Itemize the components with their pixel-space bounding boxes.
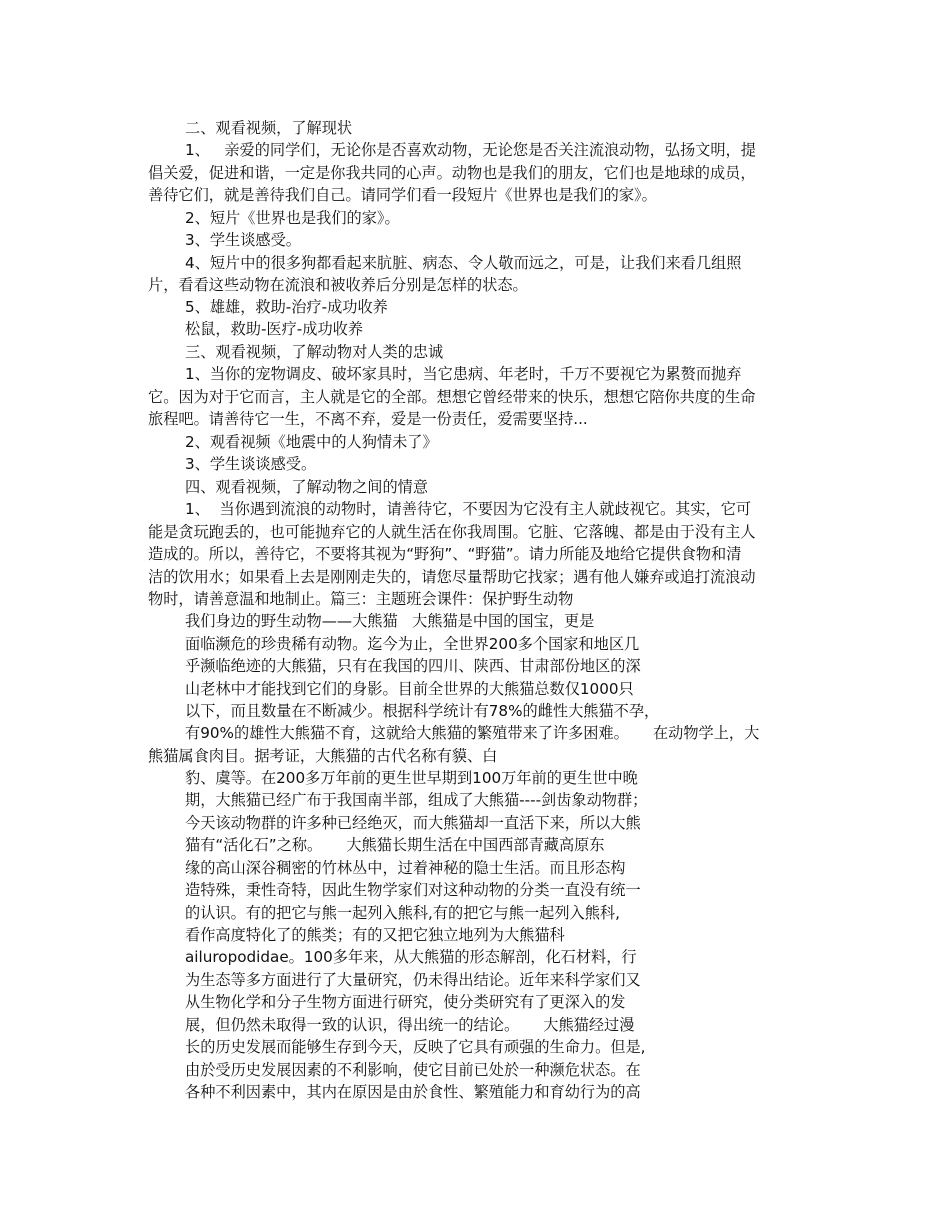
section-heading: 四、观看视频，了解动物之间的情意 <box>185 478 428 496</box>
paragraph-line: 乎濒临绝迹的大熊猫，只有在我国的四川、陕西、甘肃部份地区的深 <box>185 657 641 675</box>
paragraph-line: 造特殊，秉性奇特，因此生物学家们对这种动物的分类一直没有统一 <box>185 881 641 899</box>
paragraph-line: 熊猫属食肉目。据考证，大熊猫的古代名称有貘、白 <box>148 747 498 765</box>
paragraph-line: 松鼠，救助-医疗-成功收养 <box>185 320 364 338</box>
paragraph-line: 3、学生谈谈感受。 <box>185 455 317 473</box>
paragraph-line: 片，看看这些动物在流浪和被收养后分别是怎样的状态。 <box>148 276 528 294</box>
paragraph-line: 看作高度特化了的熊类；有的又把它独立地列为大熊猫科 <box>185 926 565 944</box>
section-heading: 二、观看视频，了解现状 <box>185 119 353 137</box>
paragraph-line: 善待它们，就是善待我们自己。请同学们看一段短片《世界也是我们的家》。 <box>148 186 657 204</box>
paragraph-line: 的认识。有的把它与熊一起列入熊科,有的把它与熊一起列入熊科, <box>185 904 620 922</box>
paragraph-line: 2、短片《世界也是我们的家》。 <box>185 209 400 227</box>
paragraph-line: 1、 亲爱的同学们，无论你是否喜欢动物，无论您是否关注流浪动物，弘扬文明，提 <box>185 141 756 159</box>
paragraph-line: 长的历史发展而能够生存到今天，反映了它具有顽强的生命力。但是, <box>185 1038 646 1056</box>
paragraph-line: 各种不利因素中，其内在原因是由於食性、繁殖能力和育幼行为的高 <box>185 1083 641 1101</box>
paragraph-line: 猫有“活化石”之称。 大熊猫长期生活在中国西部青藏高原东 <box>185 836 605 854</box>
paragraph-line: 面临濒危的珍贵稀有动物。迄今为止，全世界200多个国家和地区几 <box>185 635 640 653</box>
paragraph-line: 展，但仍然未取得一致的认识，得出统一的结论。 大熊猫经过漫 <box>185 1016 635 1034</box>
paragraph-line: ailuropodidae。100多年来，从大熊猫的形态解剖，化石材料，行 <box>185 948 637 966</box>
paragraph-line: 有90%的雄性大熊猫不育，这就给大熊猫的繁殖带来了许多困难。 在动物学上，大 <box>185 724 760 742</box>
paragraph-line: 1、当你的宠物调皮、破坏家具时，当它患病、年老时，千万不要视它为累赘而抛弃 <box>185 365 742 383</box>
paragraph-line: 由於受历史发展因素的不利影响，使它目前已处於一种濒危状态。在 <box>185 1061 641 1079</box>
paragraph-line: 物时，请善意温和地制止。篇三：主题班会课件：保护野生动物 <box>148 590 574 608</box>
paragraph-line: 能是贪玩跑丢的，也可能抛弃它的人就生活在你我周围。它脏、它落魄、都是由于没有主人 <box>148 523 756 541</box>
paragraph-line: 为生态等多方面进行了大量研究，仍未得出结论。近年来科学家们又 <box>185 971 641 989</box>
paragraph-line: 以下，而且数量在不断减少。根据科学统计有78%的雌性大熊猫不孕， <box>185 702 660 720</box>
paragraph-line: 期，大熊猫已经广布于我国南半部，组成了大熊猫----剑齿象动物群； <box>185 791 648 809</box>
paragraph-line: 1、 当你遇到流浪的动物时，请善待它，不要因为它没有主人就歧视它。其实，它可 <box>185 500 752 518</box>
paragraph-line: 5、雄雄，救助-治疗-成功收养 <box>185 298 388 316</box>
paragraph-line: 今天该动物群的许多种已经绝灭，而大熊猫却一直活下来，所以大熊 <box>185 814 641 832</box>
paragraph-line: 3、学生谈感受。 <box>185 231 301 249</box>
paragraph-line: 缘的高山深谷稠密的竹林丛中，过着神秘的隐士生活。而且形态构 <box>185 859 626 877</box>
paragraph-line: 山老林中才能找到它们的身影。目前全世界的大熊猫总数仅1000只 <box>185 680 634 698</box>
paragraph-line: 4、短片中的很多狗都看起来肮脏、病态、令人敬而远之，可是，让我们来看几组照 <box>185 254 742 272</box>
paragraph-line: 造成的。所以，善待它，不要将其视为“野狗”、“野猫”。请力所能及地给它提供食物和清 <box>148 545 742 563</box>
paragraph-line: 它。因为对于它而言，主人就是它的全部。想想它曾经带来的快乐，想想它陪你共度的生命 <box>148 388 756 406</box>
section-heading: 三、观看视频，了解动物对人类的忠诚 <box>185 343 444 361</box>
paragraph-line: 倡关爱，促进和谐，一定是你我共同的心声。动物也是我们的朋友，它们也是地球的成员， <box>148 164 756 182</box>
paragraph-line: 洁的饮用水；如果看上去是刚刚走失的，请您尽量帮助它找家；遇有他人嫌弃或追打流浪动 <box>148 568 756 586</box>
paragraph-line: 2、观看视频《地震中的人狗情未了》 <box>185 433 438 451</box>
paragraph-line: 豹、虞等。在200多万年前的更生世早期到100万年前的更生世中晚 <box>185 769 638 787</box>
paragraph-line: 从生物化学和分子生物方面进行研究，使分类研究有了更深入的发 <box>185 993 626 1011</box>
paragraph-line: 我们身边的野生动物——大熊猫 大熊猫是中国的国宝，更是 <box>185 612 595 630</box>
paragraph-line: 旅程吧。请善待它一生，不离不弃，爱是一份责任，爱需要坚持... <box>148 410 588 428</box>
